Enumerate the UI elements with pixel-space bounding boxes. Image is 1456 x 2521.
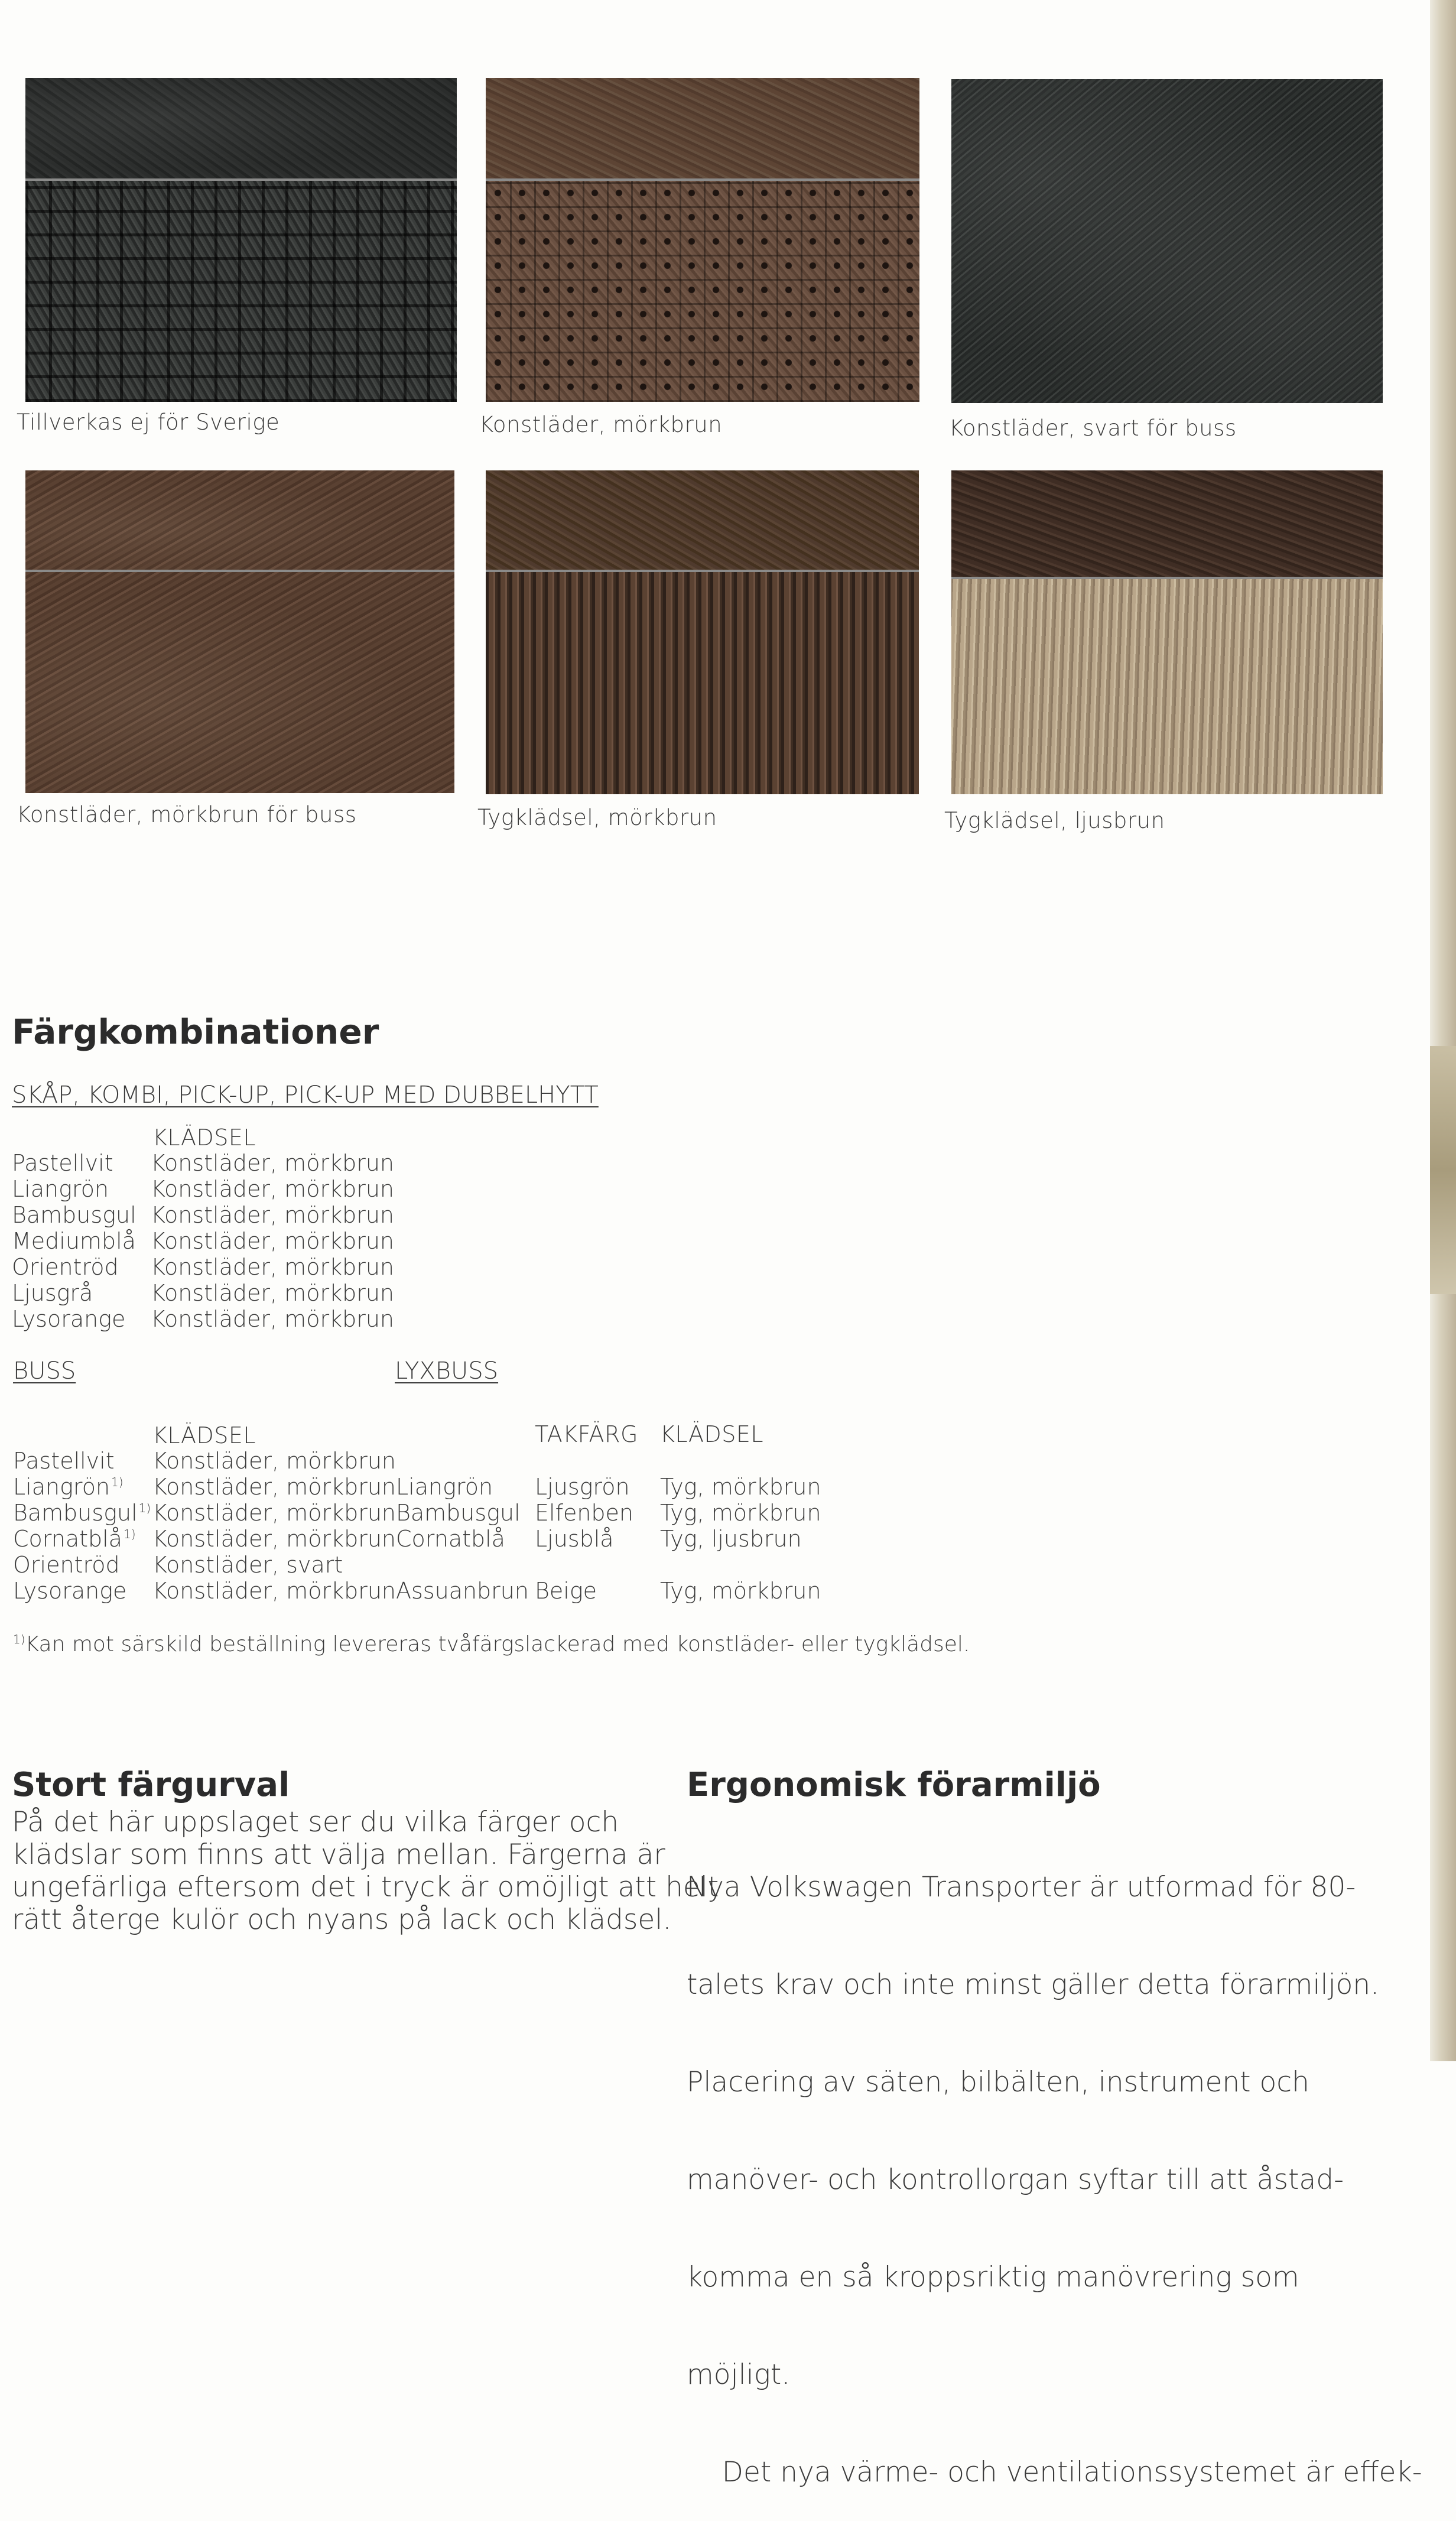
upholstery: Konstläder, mörkbrun xyxy=(151,1228,394,1254)
lyxbuss-roof-header: TAKFÄRG xyxy=(535,1421,638,1447)
upholstery: Tyg, mörkbrun xyxy=(660,1500,821,1526)
color-name: Liangrön $^{1)}$ xyxy=(13,1474,124,1500)
swatch-brown-leather xyxy=(25,470,454,793)
upholstery: Konstläder, svart xyxy=(152,1552,343,1578)
color-name: Pastellvit xyxy=(13,1448,115,1474)
stort-fargurval-text: På det här uppslaget ser du vilka färger och klädslar som finns att välja mellan. Färgerna är ungefärliga eftersom det i tryck är omöjligt att helt rätt återge kulör och nyans på lack och klädsel. xyxy=(12,1806,719,1936)
swatch-black-leather xyxy=(951,79,1383,403)
swatch-caption: Tygklädsel, ljusbrun xyxy=(944,808,1165,833)
color-name: Orientröd xyxy=(13,1552,120,1578)
upholstery: Tyg, mörkbrun xyxy=(660,1474,821,1500)
color-name: Bambusgul xyxy=(12,1202,136,1228)
buss-section-heading: BUSS xyxy=(13,1357,76,1385)
color-name: Cornatblå $^{1)}$ xyxy=(13,1526,136,1552)
skap-col-header: KLÄDSEL xyxy=(152,1125,256,1151)
upholstery: Konstläder, mörkbrun xyxy=(152,1448,396,1474)
footnote-marker: 1) xyxy=(13,1632,25,1646)
roof-color: Ljusblå xyxy=(535,1526,614,1552)
section-title: Färgkombinationer xyxy=(12,1012,379,1052)
upholstery: Konstläder, mörkbrun xyxy=(151,1150,394,1176)
upholstery: Konstläder, mörkbrun xyxy=(152,1526,396,1552)
color-name: Orientröd xyxy=(12,1254,119,1280)
swatch-light-ribbed xyxy=(951,470,1383,794)
ergonomisk-heading: Ergonomisk förarmiljö xyxy=(687,1766,1101,1804)
color-name: Ljusgrå xyxy=(12,1280,93,1306)
color-name: Mediumblå xyxy=(12,1228,136,1254)
swatch-black-perforated xyxy=(25,78,457,402)
upholstery: Konstläder, mörkbrun xyxy=(152,1474,396,1500)
buss-col-header: KLÄDSEL xyxy=(152,1422,256,1448)
swatch-caption: Konstläder, svart för buss xyxy=(949,415,1237,441)
swatch-caption: Tygklädsel, mörkbrun xyxy=(477,805,717,830)
upholstery: Konstläder, mörkbrun xyxy=(151,1306,394,1332)
color-name: Bambusgul xyxy=(396,1500,521,1526)
color-name: Assuanbrun xyxy=(396,1578,529,1604)
color-name: Bambusgul $^{1)}$ xyxy=(13,1500,151,1526)
adjacent-page-edge xyxy=(1430,1046,1456,1294)
upholstery: Konstläder, mörkbrun xyxy=(151,1254,394,1280)
upholstery: Konstläder, mörkbrun xyxy=(152,1578,396,1604)
color-name: Lysorange xyxy=(13,1578,127,1604)
skap-section-heading: SKÅP, KOMBI, PICK-UP, PICK-UP MED DUBBELHYTT xyxy=(12,1081,599,1109)
lyxbuss-upholstery-header: KLÄDSEL xyxy=(660,1421,764,1447)
upholstery: Konstläder, mörkbrun xyxy=(151,1176,394,1202)
upholstery: Konstläder, mörkbrun xyxy=(151,1280,394,1306)
roof-color: Beige xyxy=(535,1578,597,1604)
swatch-caption: Konstläder, mörkbrun xyxy=(479,412,723,437)
color-name: Liangrön xyxy=(12,1176,109,1202)
swatch-caption: Tillverkas ej för Sverige xyxy=(17,410,280,435)
roof-color: Ljusgrön xyxy=(535,1474,630,1500)
upholstery: Konstläder, mörkbrun xyxy=(151,1202,394,1228)
swatch-brown-ribbed xyxy=(486,470,919,794)
swatch-brown-perforated xyxy=(486,78,919,402)
swatch-caption: Konstläder, mörkbrun för buss xyxy=(17,802,357,827)
ergonomisk-text: Nya Volkswagen Transporter är utformad för 80- talets krav och inte minst gäller detta förarmiljön. Placering av säten, bilbälten, instrument och manöver- och kontrollorgan syftar till att åstad- komma en så kroppsriktig manövrering som möjligt. Det nya värme- och ventilationssystemet är effek- xyxy=(687,1871,1422,2488)
upholstery: Tyg, ljusbrun xyxy=(660,1526,802,1552)
lyxbuss-section-heading: LYXBUSS xyxy=(395,1357,499,1385)
roof-color: Elfenben xyxy=(535,1500,633,1526)
page-edge xyxy=(1430,0,1456,2061)
stort-fargurval-heading: Stort färgurval xyxy=(12,1766,290,1804)
upholstery: Konstläder, mörkbrun xyxy=(152,1500,396,1526)
upholstery: Tyg, mörkbrun xyxy=(660,1578,821,1604)
color-name: Cornatblå xyxy=(396,1526,505,1552)
color-name: Liangrön xyxy=(396,1474,493,1500)
color-name: Lysorange xyxy=(12,1306,126,1332)
footnote: $^{1)}$Kan mot särskild beställning levereras tvåfärgslackerad med konstläder- eller tygklädsel. xyxy=(13,1632,970,1656)
color-name: Pastellvit xyxy=(12,1150,113,1176)
